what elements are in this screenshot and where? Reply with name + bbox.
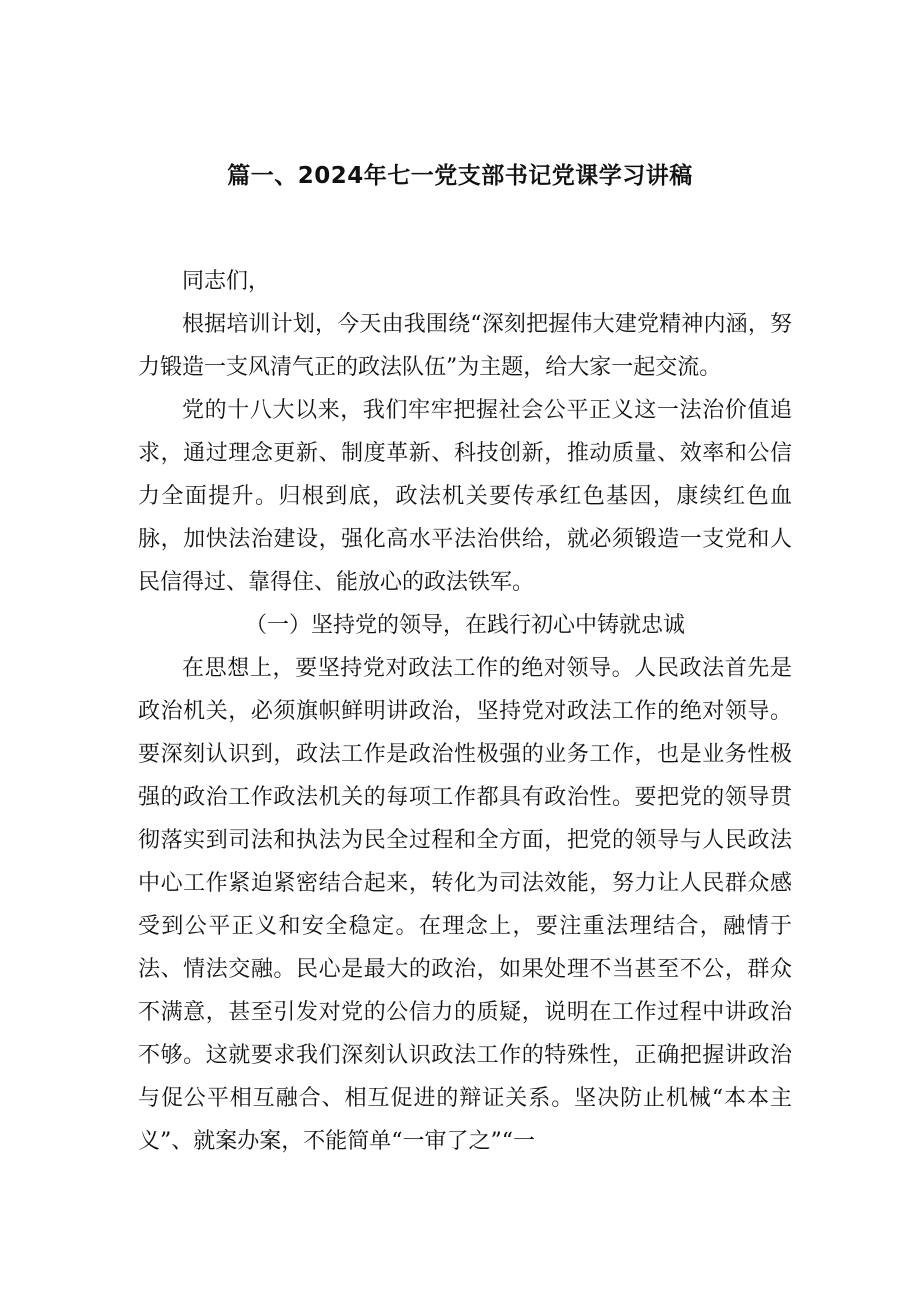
paragraph-intro: 根据培训计划，今天由我围绕“深刻把握伟大建党精神内涵，努力锻造一支风清气正的政法队伍”为主题，给大家一起交流。 — [138, 312, 792, 380]
document-body — [138, 260, 792, 1163]
section-heading: （一）坚持党的领导，在践行初心中铸就忠诚 — [244, 613, 685, 638]
document-title: 篇一、2024年七一党支部书记党课学习讲稿 — [227, 163, 693, 189]
paragraph-background: 党的十八大以来，我们牢牢把握社会公平正义这一法治价值追求，通过理念更新、制度革新、科技创新，推动质量、效率和公信力全面提升。归根到底，政法机关要传承红色基因，康续红色血脉，加快法治建设，强化高水平法治供给，就必须锻造一支党和人民信得过、靠得住、能放心的政法铁军。 — [138, 398, 792, 595]
paragraph-section-one: 在思想上，要坚持党对政法工作的绝对领导。人民政法首先是政治机关，必须旗帜鲜明讲政治，坚持党对政法工作的绝对领导。要深刻认识到，政法工作是政治性极强的业务工作，也是业务性极强的政治工作政法机关的每项工作都具有政治性。要把党的领导贯彻落实到司法和执法为民全过程和全方面，把党的领导与人民政法中心工作紧迫紧密结合起来，转化为司法效能，努力让人民群众感受到公平正义和安全稳定。在理念上，要注重法理结合，融情于法、情法交融。民心是最大的政治，如果处理不当甚至不公，群众不满意，甚至引发对党的公信力的质疑，说明在工作过程中讲政治不够。这就要求我们深刻认识政法工作的特殊性，正确把握讲政治与促公平相互融合、相互促进的辩证关系。坚决防止机械“本本主义”、就案办案，不能简单“一审了之”“一 — [138, 656, 792, 1154]
greeting: 同志们， — [182, 269, 271, 294]
